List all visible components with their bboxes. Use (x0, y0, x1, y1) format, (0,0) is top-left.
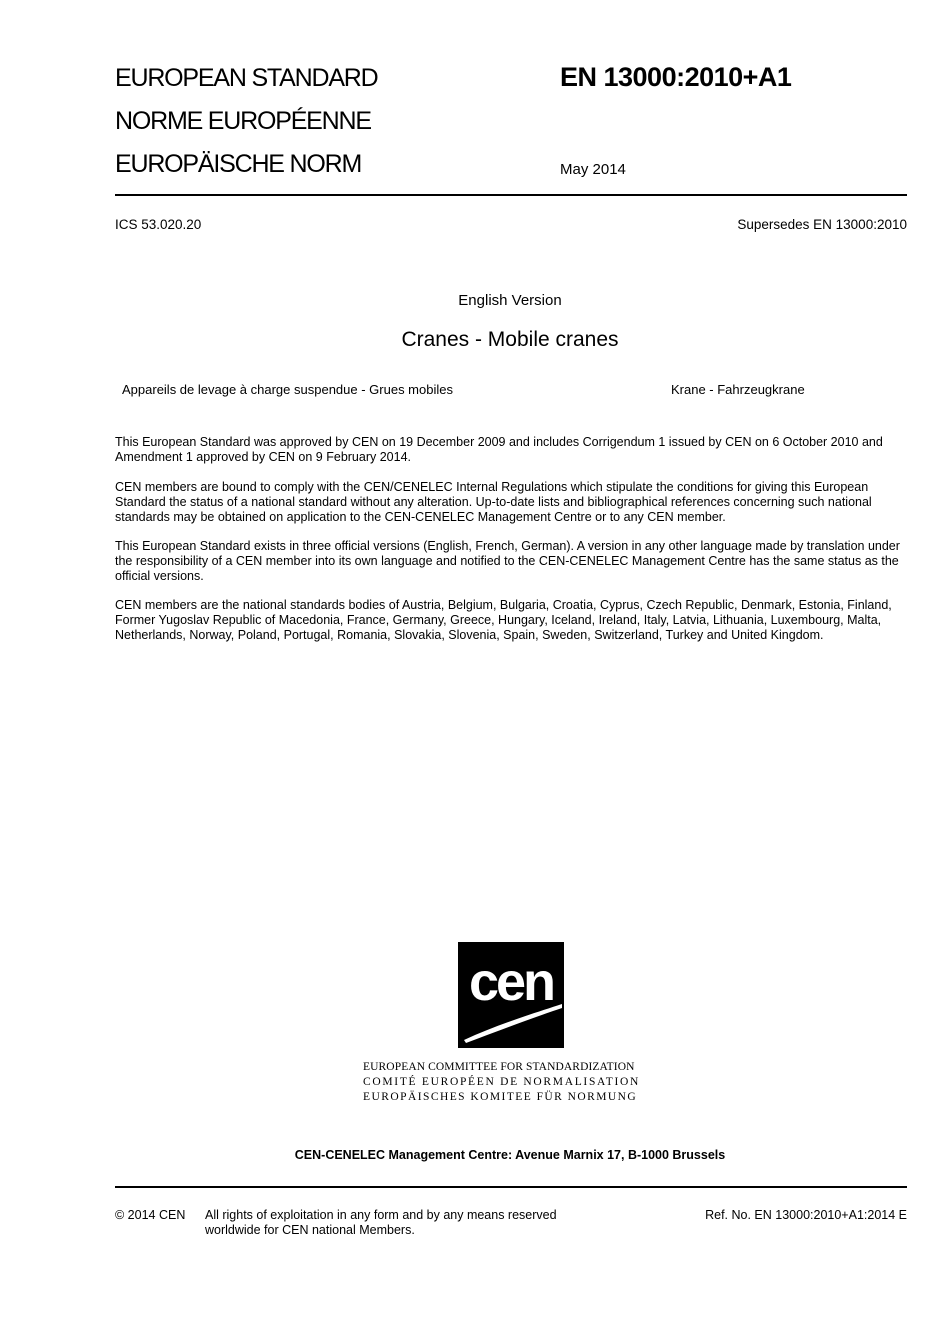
cen-logo-text: cen (468, 952, 554, 1012)
standard-title-fr: NORME EUROPÉENNE (115, 107, 371, 135)
reference-number: Ref. No. EN 13000:2010+A1:2014 E (705, 1208, 907, 1222)
supersedes-note: Supersedes EN 13000:2010 (737, 217, 907, 232)
committee-name-fr: COMITÉ EUROPÉEN DE NORMALISATION (363, 1076, 641, 1088)
committee-name-en: EUROPEAN COMMITTEE FOR STANDARDIZATION (363, 1061, 635, 1073)
rights-statement: All rights of exploitation in any form and by any means reserved worldwide for CEN national Members. (205, 1208, 557, 1237)
standard-title-en: EUROPEAN STANDARD (115, 64, 378, 92)
cen-logo-icon (458, 942, 564, 1048)
ics-code: ICS 53.020.20 (115, 217, 202, 232)
bottom-divider (115, 1186, 907, 1188)
document-title: Cranes - Mobile cranes (401, 328, 619, 351)
copyright-notice: © 2014 CEN (115, 1208, 186, 1222)
document-title-german: Krane - Fahrzeugkrane (671, 382, 805, 397)
compliance-paragraph: CEN members are bound to comply with the CEN/CENELEC Internal Regulations which stipulate the conditions for giving this European Standard the status of a national standard without any alteration. Up-to-date lists and bibliographical references concerning such national standards may be obtained on application to the CEN-CENELEC Management Centre or to any CEN member. (115, 480, 872, 524)
top-divider (115, 194, 907, 196)
approval-paragraph: This European Standard was approved by CEN on 19 December 2009 and includes Corrigendum 1 issued by CEN on 6 October 2010 and Amendment 1 approved by CEN on 9 February 2014. (115, 435, 883, 464)
members-paragraph: CEN members are the national standards bodies of Austria, Belgium, Bulgaria, Croatia, Cyprus, Czech Republic, Denmark, Estonia, Finland, Former Yugoslav Republic of Macedonia, France, Germany, Greece, Hungary, Iceland, Ireland, Italy, Latvia, Lithuania, Luxembourg, Malta, Netherlands, Norway, Poland, Portugal, Romania, Slovakia, Slovenia, Spain, Sweden, Switzerland, Turkey and United Kingdom. (115, 598, 892, 642)
version-label: English Version (458, 292, 562, 309)
committee-name-de: EUROPÄISCHES KOMITEE FÜR NORMUNG (363, 1091, 638, 1103)
document-title-french: Appareils de levage à charge suspendue - Grues mobiles (122, 382, 453, 397)
standard-title-de: EUROPÄISCHE NORM (115, 150, 362, 178)
publication-date: May 2014 (560, 161, 626, 178)
management-centre-address: CEN-CENELEC Management Centre: Avenue Marnix 17, B-1000 Brussels (294, 1148, 726, 1162)
standard-number: EN 13000:2010+A1 (560, 62, 792, 92)
versions-paragraph: This European Standard exists in three official versions (English, French, German). A version in any other language made by translation under the responsibility of a CEN member into its own language and notified to the CEN-CENELEC Management Centre has the same status as the official versions. (115, 539, 900, 583)
